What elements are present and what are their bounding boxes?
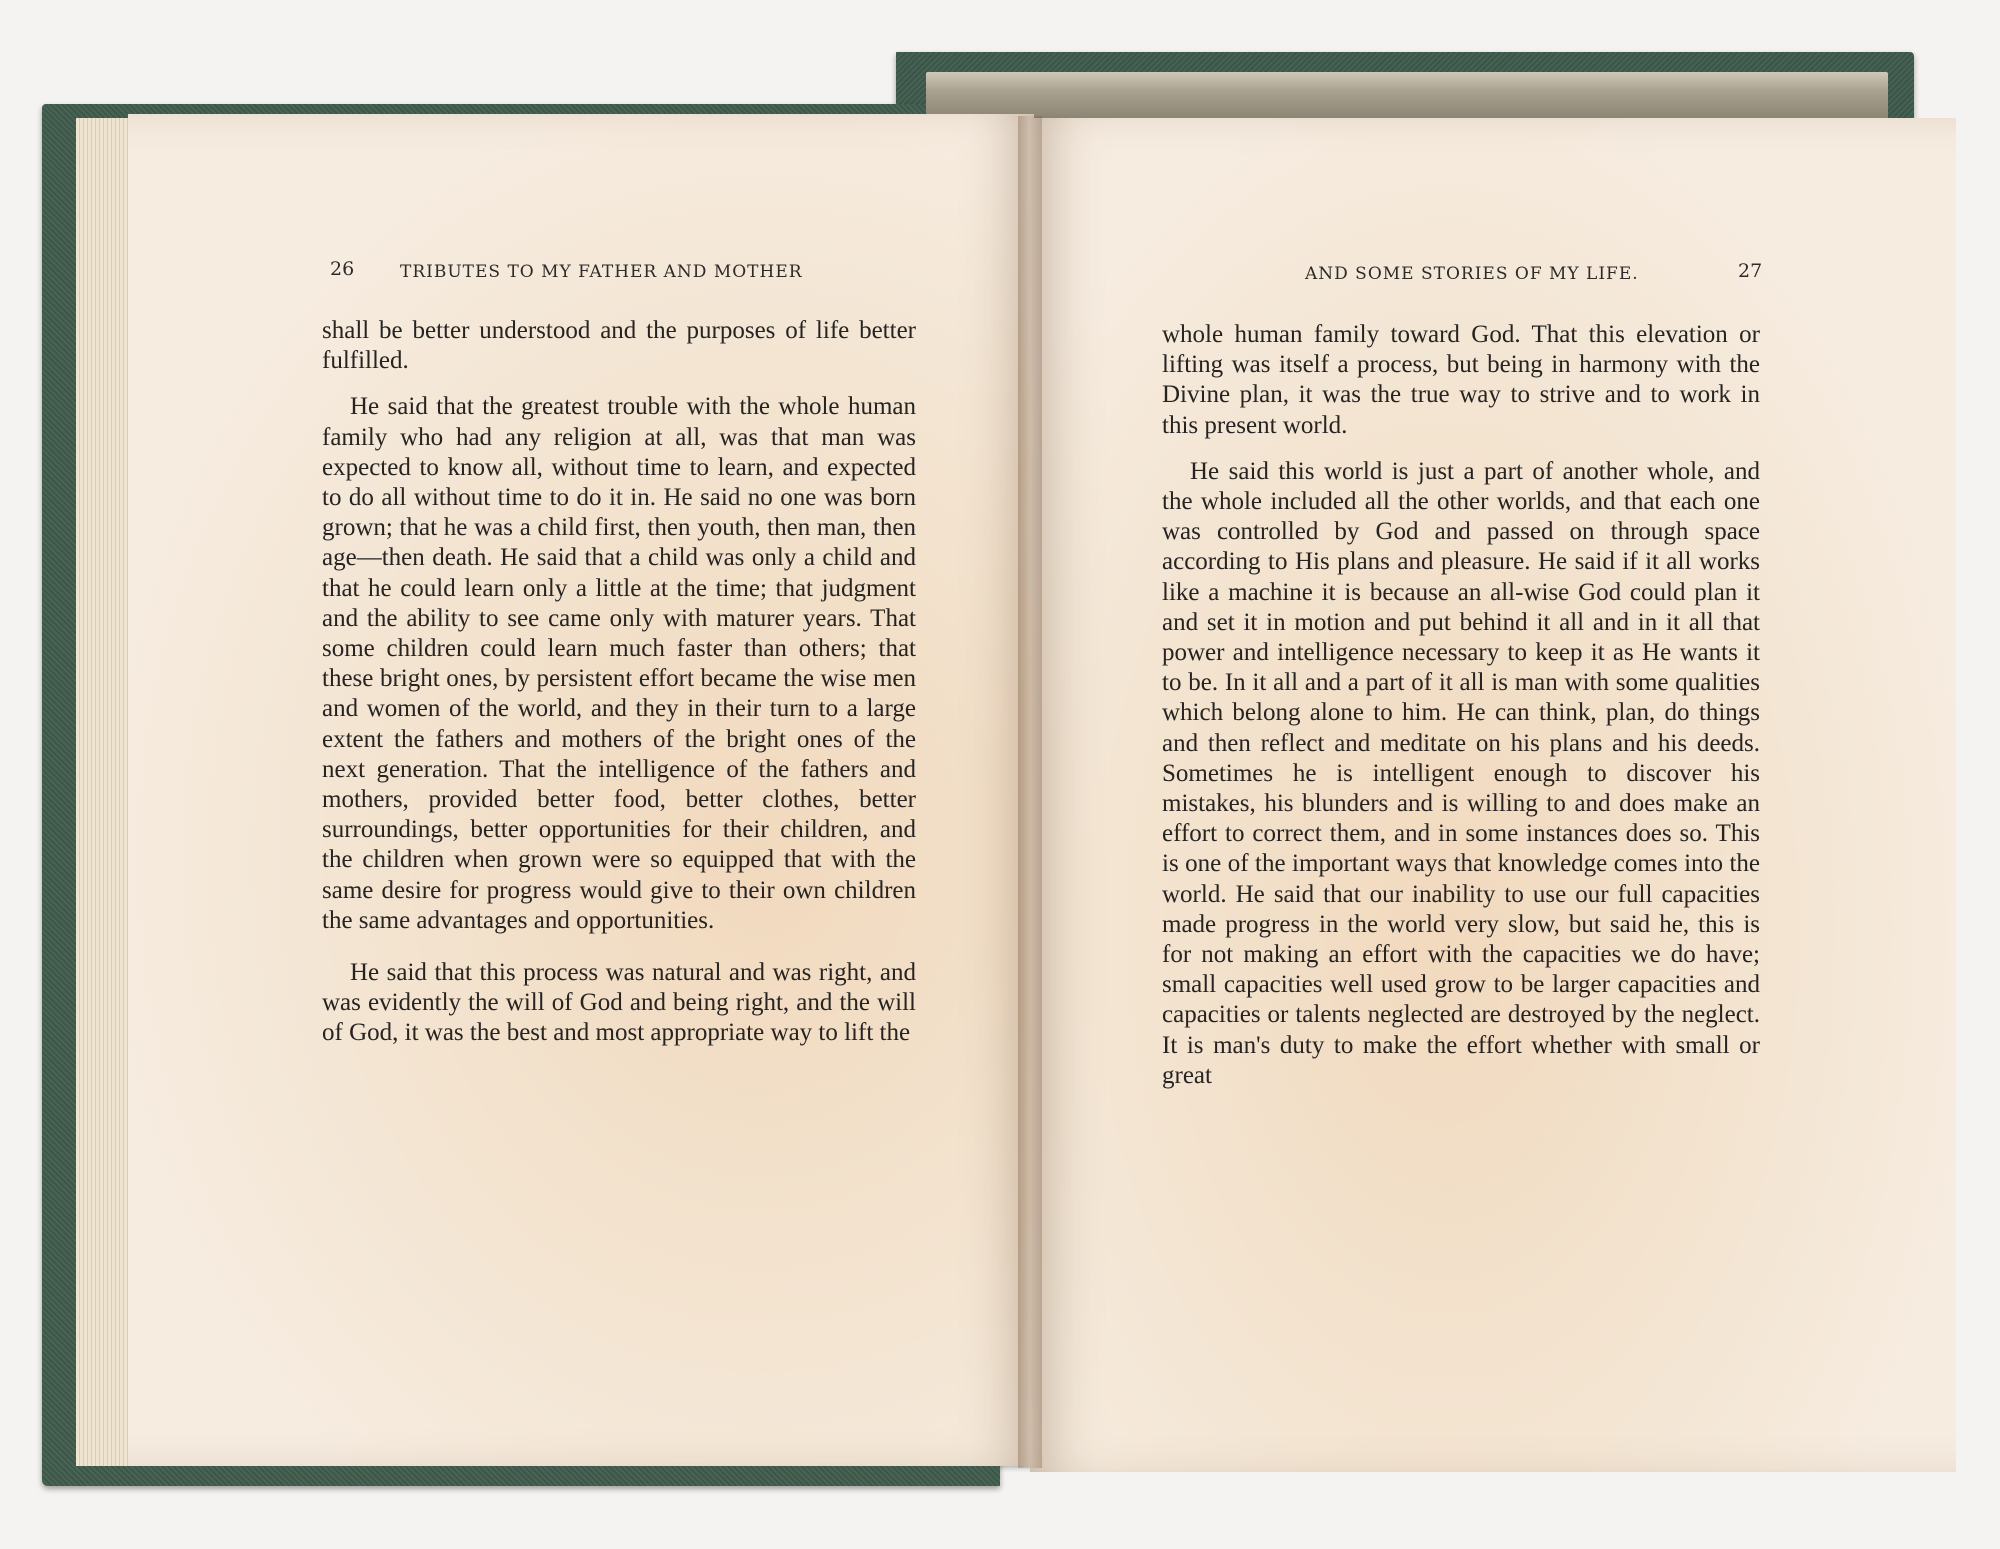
right-paragraph-1: whole human family toward God. That this elevation or lifting was itself a process, but being in harmony with the Divine plan, it was the true way to strive and to work in this present world.: [1162, 321, 1760, 439]
right-page-number: 27: [1738, 260, 1763, 282]
left-page-text: [322, 316, 916, 1049]
left-running-head: TRIBUTES TO MY FATHER AND MOTHER: [400, 262, 803, 282]
page-block-edge: [926, 72, 1888, 120]
left-paragraph-3: He said that this process was natural and was right, and was evidently the will of God and being right, and the will of God, it was the best and most appropriate way to lift the: [322, 959, 916, 1047]
right-page-text: [1162, 320, 1760, 1091]
right-running-head: AND SOME STORIES OF MY LIFE.: [1305, 264, 1639, 284]
book-gutter: [1018, 116, 1042, 1468]
left-paragraph-1: shall be better understood and the purposes of life better fulfilled.: [322, 317, 916, 375]
left-page-number: 26: [330, 258, 355, 280]
right-paragraph-2: He said this world is just a part of another whole, and the whole included all the other worlds, and that each one was controlled by God and passed on through space according to His plans and pleasure. He said if it all works like a machine it is because an all-wise God could plan it and set it in motion and put behind it all and in it all that power and intelligence necessary to keep it as He wants it to be. In it all and a part of it all is man with some qualities which belong alone to him. He can think, plan, do things and then reflect and meditate on his plans and his deeds. Sometimes he is intelligent enough to discover his mistakes, his blunders and is willing to and does make an effort to correct them, and in some instances does so. This is one of the important ways that knowledge comes into the world. He said that our inability to use our full capacities made progress in the world very slow, but said he, this is for not making an effort with the capacities we do have; small capacities well used grow to be larger capacities and capacities or talents neglected are destroyed by the neglect. It is man's duty to make the effort whether with small or great: [1162, 457, 1760, 1089]
left-paragraph-2: He said that the greatest trouble with the whole human family who had any religion at all, was that man was expected to know all, without time to learn, and expected to do all without time to do it in. He said no one was born grown; that he was a child first, then youth, then man, then age—then death. He said that a child was only a child and that he could learn only a little at the time; that judgment and the ability to see came only with maturer years. That some children could learn much faster than others; that these bright ones, by persistent effort became the wise men and women of the world, and they in their turn to a large extent the fathers and mothers of the bright ones of the next generation. That the intelligence of the fathers and mothers, provided better food, better clothes, better surroundings, better opportunities for their children, and the children when grown were so equipped that with the same desire for progress would give to their own children the same advantages and opportunities.: [322, 393, 916, 934]
